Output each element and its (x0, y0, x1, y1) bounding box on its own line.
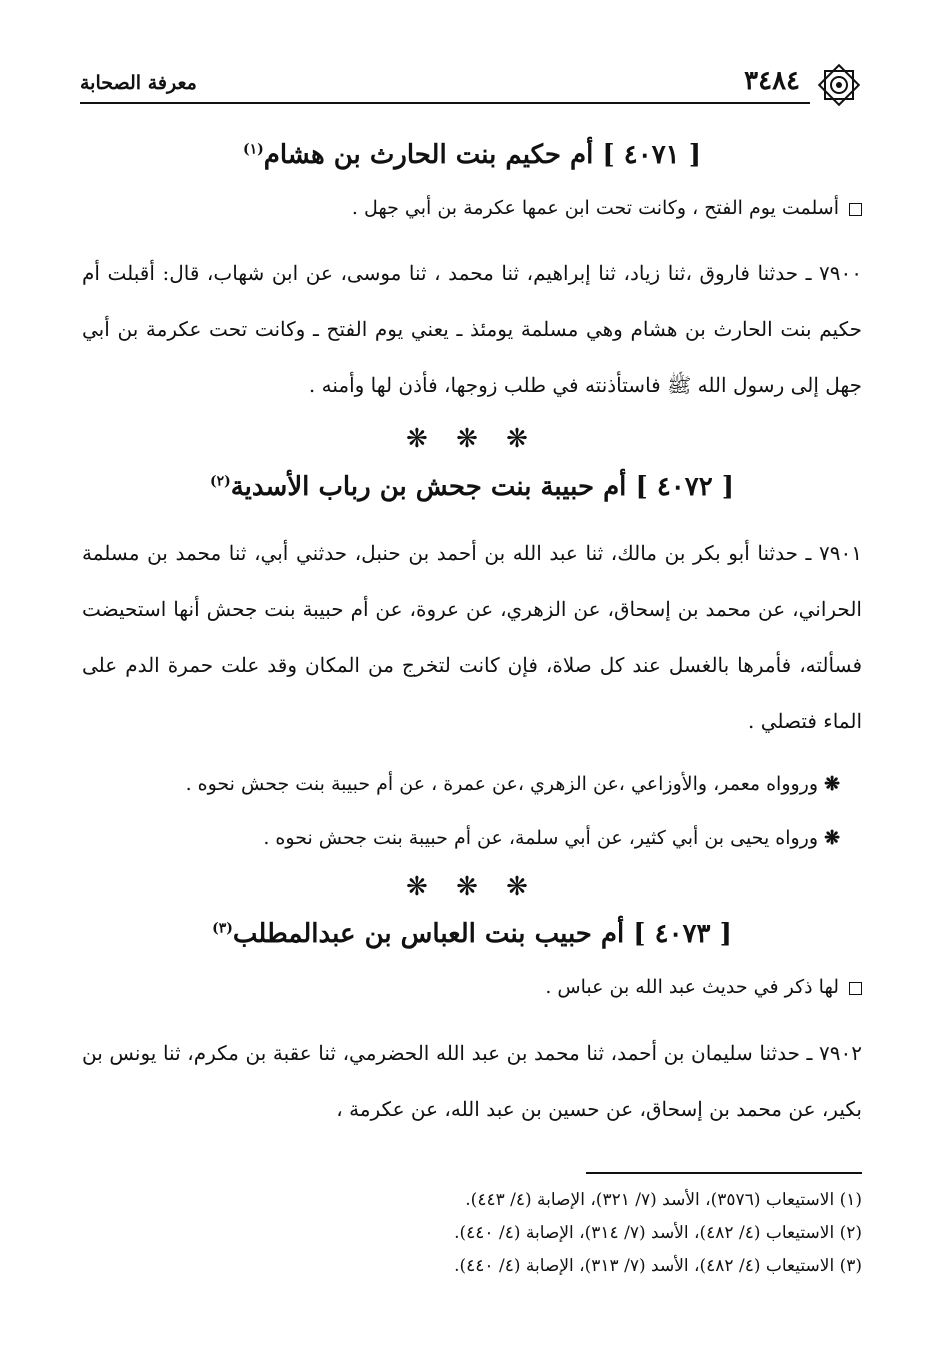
octagram-ornament-icon (816, 62, 862, 108)
footnote-item: (٣) الاستيعاب (٤/ ٤٨٢)، الأسد (٧/ ٣١٣)، الإصابة (٤/ ٤٤٠). (454, 1256, 862, 1276)
footnotes (82, 1184, 862, 1283)
entry-note (82, 972, 862, 1002)
footnote-rule (586, 1172, 862, 1174)
footnote-item: (٢) الاستيعاب (٤/ ٤٨٢)، الأسد (٧/ ٣١٤)، الإصابة (٤/ ٤٤٠). (454, 1223, 862, 1243)
entry-note (82, 193, 862, 223)
footnote-ref: (٢) (209, 473, 231, 490)
footnote-item: (١) الاستيعاب (٣٥٧٦)، الأسد (٧/ ٣٢١)، الإصابة (٤/ ٤٤٣). (465, 1190, 862, 1210)
entry-title-text: [ ٤٠٧٣ ] أم حبيب بنت العباس بن عبدالمطلب (232, 919, 732, 950)
narration-text: وروواه معمر، والأوزاعي ،عن الزهري ،عن عمرة ، عن أم حبيبة بنت جحش نحوه . (185, 772, 819, 795)
asterisk-icon: ❋ (824, 826, 840, 849)
asterisk-icon: ❋ (824, 772, 840, 795)
page-header (80, 62, 862, 106)
entry-note-text: لها ذكر في حديث عبد الله بن عباس . (545, 976, 839, 999)
section-separator: ❋ ❋ ❋ (406, 424, 538, 455)
hadith-paragraph: ٧٩٠٠ ـ حدثنا فاروق ،ثنا زياد، ثنا إبراهيم، ثنا محمد ، ثنا موسى، عن ابن شهاب، قال: أقبلت أم حكيم بنت الحارث بن هشام وهي مسلمة يومئذ ـ يعني يوم الفتح ـ وكانت تحت عكرمة بن أبي جهل إلى رسول الله ﷺ فاستأذنته في طلب زوجها، فأذن لها وأمنه . (82, 261, 862, 398)
entry-title (82, 470, 862, 505)
entry-title-text: [ ٤٠٧١ ] أم حكيم بنت الحارث بن هشام (263, 140, 701, 170)
footnote-ref: (١) (242, 141, 264, 158)
section-separator: ❋ ❋ ❋ (406, 871, 538, 902)
running-title: معرفة الصحابة (80, 72, 197, 94)
hadith-paragraph: ٧٩٠٢ ـ حدثنا سليمان بن أحمد، ثنا محمد بن عبد الله الحضرمي، ثنا عقبة بن مكرم، ثنا يونس بن بكير، عن محمد بن إسحاق، عن حسين بن عبد الله، عن عكرمة ، (82, 1040, 862, 1121)
entry-title (82, 917, 862, 952)
narration-line (82, 811, 840, 865)
header-rule (80, 102, 810, 104)
entry-title-text: [ ٤٠٧٢ ] أم حبيبة بنت جحش بن رباب الأسدية (230, 471, 735, 502)
narration-line (82, 757, 840, 811)
footnote-ref: (٣) (212, 920, 233, 937)
narration-text: ورواه يحيى بن أبي كثير، عن أبي سلمة، عن أم حبيبة بنت جحش نحوه . (263, 826, 819, 849)
entry-note-text: أسلمت يوم الفتح ، وكانت تحت ابن عمها عكرمة بن أبي جهل . (351, 197, 839, 220)
square-bullet-icon (849, 982, 862, 995)
hadith-paragraph: ٧٩٠١ ـ حدثنا أبو بكر بن مالك، ثنا عبد الله بن أحمد بن حنبل، حدثني أبي، ثنا محمد بن مسلمة الحراني، عن محمد بن إسحاق، عن الزهري، عن عروة، عن أم حبيبة بنت جحش أنها استحيضت فسألته، فأمرها بالغسل عند كل صلاة، فإن كانت لتخرج من المكان وقد علت حمرة الدم على الماء فتصلي . (82, 540, 862, 733)
main-text (82, 138, 862, 1145)
entry-title (82, 138, 862, 173)
page-number: ٣٤٨٤ (744, 66, 800, 96)
square-bullet-icon (849, 203, 862, 216)
